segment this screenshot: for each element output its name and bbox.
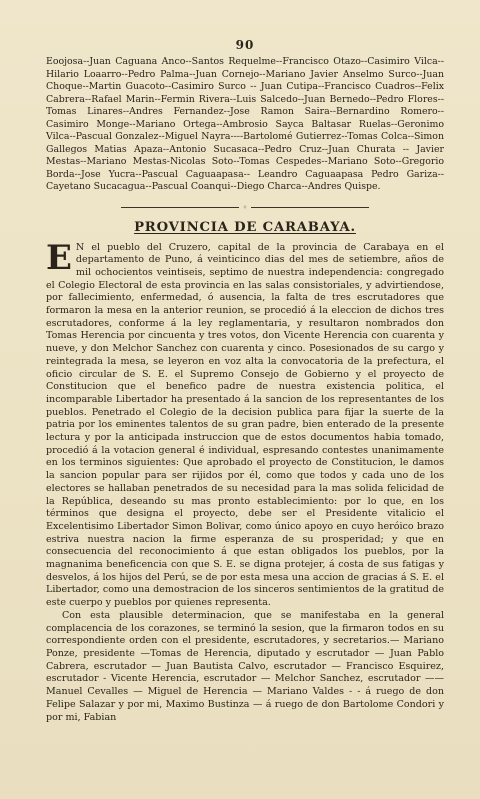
divider-ornament-icon: ◦ [242, 202, 248, 212]
divider-rule-left [121, 207, 239, 208]
divider-rule-right [251, 207, 369, 208]
paragraph-1 [46, 237, 444, 610]
paragraph-2: Con esta plausible determinacion, que se manifestaba en la general complacencia de los corazones, se terminó la sesion, que la firmaron todos en su correspondiente orden con el presidente, escrutadores, y secretarios.— Mariano Ponze, presidente —Tomas de Herencia, diputado y escrutador — Juan Pablo Cabrera, escrutador — Juan Bautista Calvo, escrutador — Francisco Esquirez, escrutador - Vicente Herencia, escrutador — Melchor Sanchez, escrutador —— Manuel Cevalles — Miguel de Herencia — Mariano Valdes - - á ruego de don Felipe Salazar y por mi, Maximo Bustinza — á ruego de don Bartolome Condori y por mi, Fabian [46, 609, 444, 723]
drop-cap: E [46, 237, 72, 278]
section-title: PROVINCIA DE CARABAYA. [134, 219, 356, 235]
paragraph-1-text: N el pueblo del Cruzero, capital de la provincia de Carabaya en el departamento de Puno, á veinticinco dias del mes de setiembre, años de mil ochocientos veintiseis, septimo de nuestra independencia: congregado el Colegio Electoral de esta provincia en las salas consistoriales, y advirtiendose, por fallecimiento, enfermedad, ó ausencia, la falta de tres escrutadores que formaron la mesa en la anterior reunion, se procedió á la eleccion de dichos tres escrutadores, conforme á la ley reglamentaria, y resultaron nombrados don Tomas Herencia por cincuenta y tres votos, don Vicente Herencia con cuarenta y nueve, y don Melchor Sanchez con cuarenta y cinco. Posesionados de su cargo y reintegrada la mesa, se leyeron en voz alta la convocatoria de la prefectura, el oficio circular de S. E. el Supremo Consejo de Gobierno y el proyecto de Constitucion que el benefico padre de nuestra existencia politica, el incomparable Libertador ha presentado á la sancion de los representantes de los pueblos. Penetrado el Colegio de la decision publica para fijar la suerte de la patria por los eminentes talentos de su gran padre, bien enterado de la presente lectura y por la anticipada instruccion que de estos documentos habia tomado, procedió á la votacion general é individual, espresando contestes unanimamente en los terminos siguientes: Que aprobado el proyecto de Constitucion, le damos la sancion popular para ser rijidos por él, como que todos y cada uno de los electores se hallaban penetrados de su necesidad para la mas solida felicidad de la República, deseando su mas pronto establecimiento: por lo que, en los términos que designa el proyecto, debe ser el Presidente vitalicio el Excelentisimo Libertador Simon Bolivar, como único apoyo en cuyo heróico brazo estriva nuestra nacion la firme esperanza de su prosperidad; y que en consecuencia del reconocimiento á que estan obligados los pueblos, por la magnanima beneficencia con que S. E. se digna protejer, á costa de sus fatigas y desvelos, á los hijos del Perú, se de por esta mesa una accion de gracias á S. E. el Libertador, como una demostracion de los sinceros sentimientos de la gratitud de este cuerpo y pueblos por quienes representa. [46, 241, 444, 609]
elector-names-list: Eoojosa--Juan Caguana Anco--Santos Requelme--Francisco Otazo--Casimiro Vilca--Hilario Loaarro--Pedro Palma--Juan Cornejo--Mariano Javier Anselmo Surco--Juan Choque--Martin Guacoto--Casimiro Surco -- Juan Cutipa--Francisco Cuadros--Felix Cabrera--Rafael Marin--Fermin Rivera--Luis Salcedo--Juan Bernedo--Pedro Flores--Tomas Linares--Andres Fernandez--Jose Ramon Saira--Bernardino Romero--Casimiro Monge--Mariano Ortega--Ambrosio Sayca Baltasar Ruelas--Geronimo Vilca--Pascual Gonzalez--Miguel Nayra----Bartolomé Gutierrez--Tomas Colca--Simon Gallegos Matias Apaza--Antonio Sucasaca--Pedro Cruz--Juan Churata -- Javier Mestas--Mariano Mestas-Nicolas Soto--Tomas Cespedes--Mariano Soto--Gregorio Borda--Jose Yucra--Pascual Caguaapasa-- Leandro Caguaapasa Pedro Gariza--Cayetano Sucacagua--Pascual Coanqui--Diego Charca--Andres Quispe. [46, 56, 444, 192]
page-number: 90 [235, 38, 255, 52]
section-divider [46, 204, 444, 212]
